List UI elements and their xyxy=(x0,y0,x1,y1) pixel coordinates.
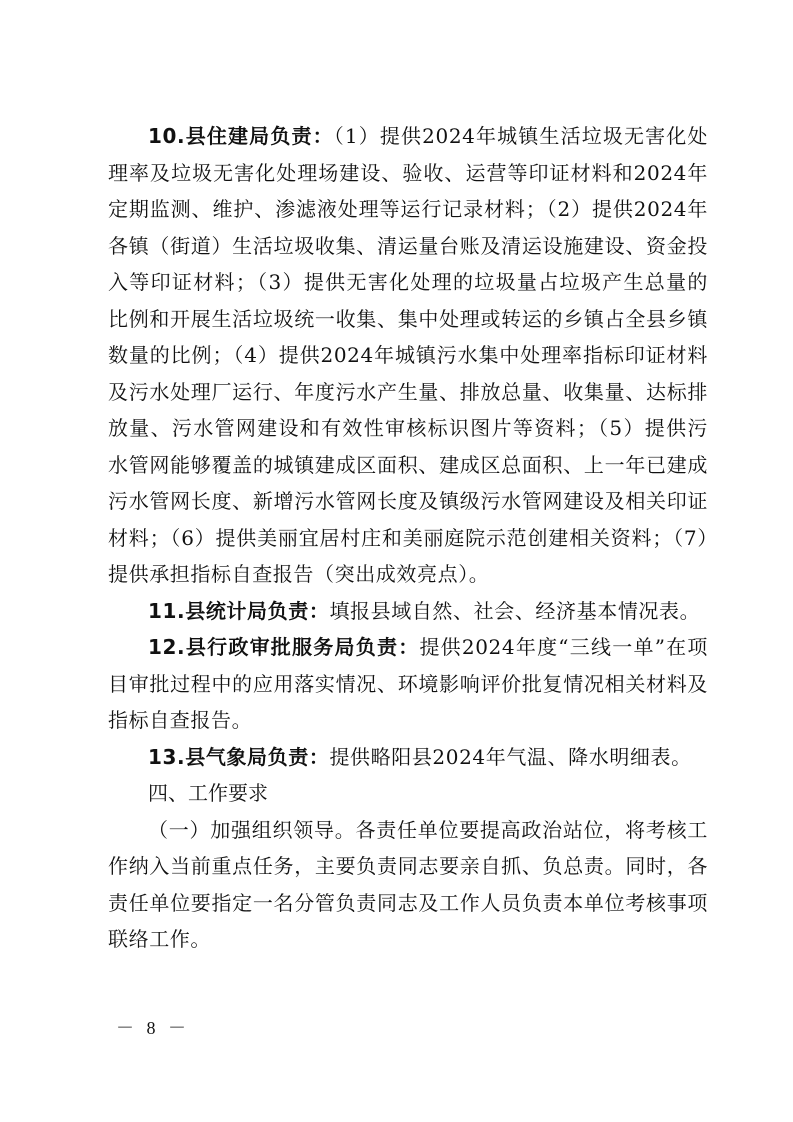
item-10-label: 10.县住建局负责： xyxy=(148,124,334,148)
section-heading: 四、工作要求 xyxy=(148,781,268,805)
item-10-text: （1）提供2024年城镇生活垃圾无害化处理率及垃圾无害化处理场建设、验收、运营等印证材料和2024年定期监测、维护、渗滤液处理等运行记录材料；（2）提供2024年各镇（街道）生活垃圾收集、清运量台账及清运设施建设、资金投入等印证材料；（3）提供无害化处理的垃圾量占垃圾产生总量的比例和开展生活垃圾统一收集、集中处理或转运的乡镇占全县乡镇数量的比例；（4）提供2024年城镇污水集中处理率指标印证材料及污水处理厂运行、年度污水产生量、排放总量、收集量、达标排放量、污水管网建设和有效性审核标识图片等资料；（5）提供污水管网能够覆盖的城镇建成区面积、建成区总面积、上一年已建成污水管网长度、新增污水管网长度及镇级污水管网建设及相关印证材料；（6）提供美丽宜居村庄和美丽庭院示范创建相关资料；（7）提供承担指标自查报告（突出成效亮点）。 xyxy=(108,124,708,586)
requirement-paragraph: （一）加强组织领导。各责任单位要提高政治站位，将考核工作纳入当前重点任务，主要负责同志要亲自抓、负总责。同时，各责任单位要指定一名分管负责同志及工作人员负责本单位考核事项联络工作。 xyxy=(108,817,708,951)
document-body xyxy=(108,118,708,958)
page-number: － 8 － xyxy=(116,1018,190,1038)
item-13-text: 提供略阳县2024年气温、降水明细表。 xyxy=(329,744,692,769)
item-13 xyxy=(108,739,708,776)
item-11-label: 11.县统计局负责： xyxy=(148,598,330,623)
item-12-label: 12.县行政审批服务局负责： xyxy=(148,635,420,659)
item-13-label: 13.县气象局负责： xyxy=(148,744,330,769)
item-10 xyxy=(108,118,708,593)
item-11-text: 填报县域自然、社会、经济基本情况表。 xyxy=(329,598,701,623)
item-12-text: 提供2024年度“三线一单”在项目审批过程中的应用落实情况、环境影响评价批复情况相关材料及指标自查报告。 xyxy=(108,635,708,732)
item-11 xyxy=(108,593,708,630)
item-12 xyxy=(108,629,708,739)
